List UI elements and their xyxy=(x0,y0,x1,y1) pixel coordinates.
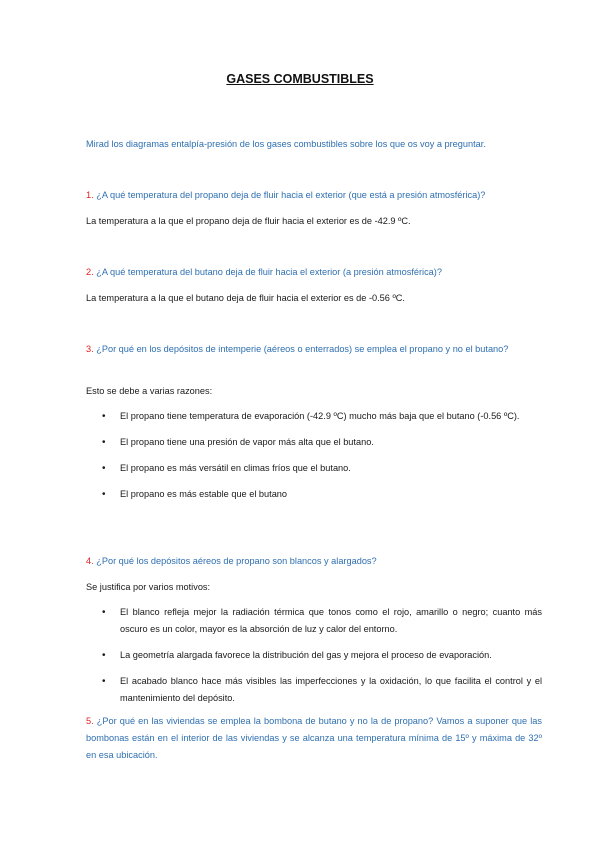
question-4 xyxy=(86,553,542,570)
list-item: • El propano tiene temperatura de evaporación (-42.9 ºC) mucho más baja que el butano (-0.56 ºC). xyxy=(86,408,542,425)
answer-3-list xyxy=(86,408,542,512)
answer-4-list xyxy=(86,604,542,716)
question-5 xyxy=(86,713,542,764)
list-item: • El blanco refleja mejor la radiación térmica que tonos como el rojo, amarillo o negro; cuanto más oscuro es un color, mayor es la absorción de luz y calor del entorno. xyxy=(86,604,542,638)
list-item: • El propano es más versátil en climas fríos que el butano. xyxy=(86,460,542,477)
answer-4-intro: Se justifica por varios motivos: xyxy=(86,582,211,592)
question-2-number: 2. xyxy=(86,267,94,277)
question-3 xyxy=(86,341,542,358)
answer-1: La temperatura a la que el propano deja de fluir hacia el exterior es de -42.9 ºC. xyxy=(86,216,411,226)
question-1-text: ¿A qué temperatura del propano deja de fluir hacia el exterior (que está a presión atmosférica)? xyxy=(93,190,486,200)
question-5-text: ¿Por qué en las viviendas se emplea la bombona de butano y no la de propano? Vamos a suponer que las bombonas están en el interior de las viviendas y se alcanza una temperatura mínima de 15º y máxima de 32º en esa ubicación. xyxy=(86,716,542,760)
list-item: • El propano es más estable que el butano xyxy=(86,486,542,503)
question-4-text: ¿Por qué los depósitos aéreos de propano son blancos y alargados? xyxy=(93,556,377,566)
list-item: • La geometría alargada favorece la distribución del gas y mejora el proceso de evaporación. xyxy=(86,647,542,664)
question-2 xyxy=(86,264,542,281)
answer-2: La temperatura a la que el butano deja de fluir hacia el exterior es de -0.56 ºC. xyxy=(86,293,405,303)
question-4-number: 4. xyxy=(86,556,94,566)
list-item: • El acabado blanco hace más visibles las imperfecciones y la oxidación, lo que facilita el control y el mantenimiento del depósito. xyxy=(86,673,542,707)
intro-text: Mirad los diagramas entalpía-presión de los gases combustibles sobre los que os voy a preguntar. xyxy=(86,139,486,149)
question-5-number: 5. xyxy=(86,716,94,726)
document-title: GASES COMBUSTIBLES xyxy=(226,72,374,86)
question-3-number: 3. xyxy=(86,344,94,354)
list-item: • El propano tiene una presión de vapor más alta que el butano. xyxy=(86,434,542,451)
question-1-number: 1. xyxy=(86,190,94,200)
answer-3-intro: Esto se debe a varias razones: xyxy=(86,386,213,396)
question-1 xyxy=(86,187,542,204)
question-2-text: ¿A qué temperatura del butano deja de fluir hacia el exterior (a presión atmosférica)? xyxy=(93,267,442,277)
question-3-text: ¿Por qué en los depósitos de intemperie (aéreos o enterrados) se emplea el propano y no el butano? xyxy=(93,344,509,354)
